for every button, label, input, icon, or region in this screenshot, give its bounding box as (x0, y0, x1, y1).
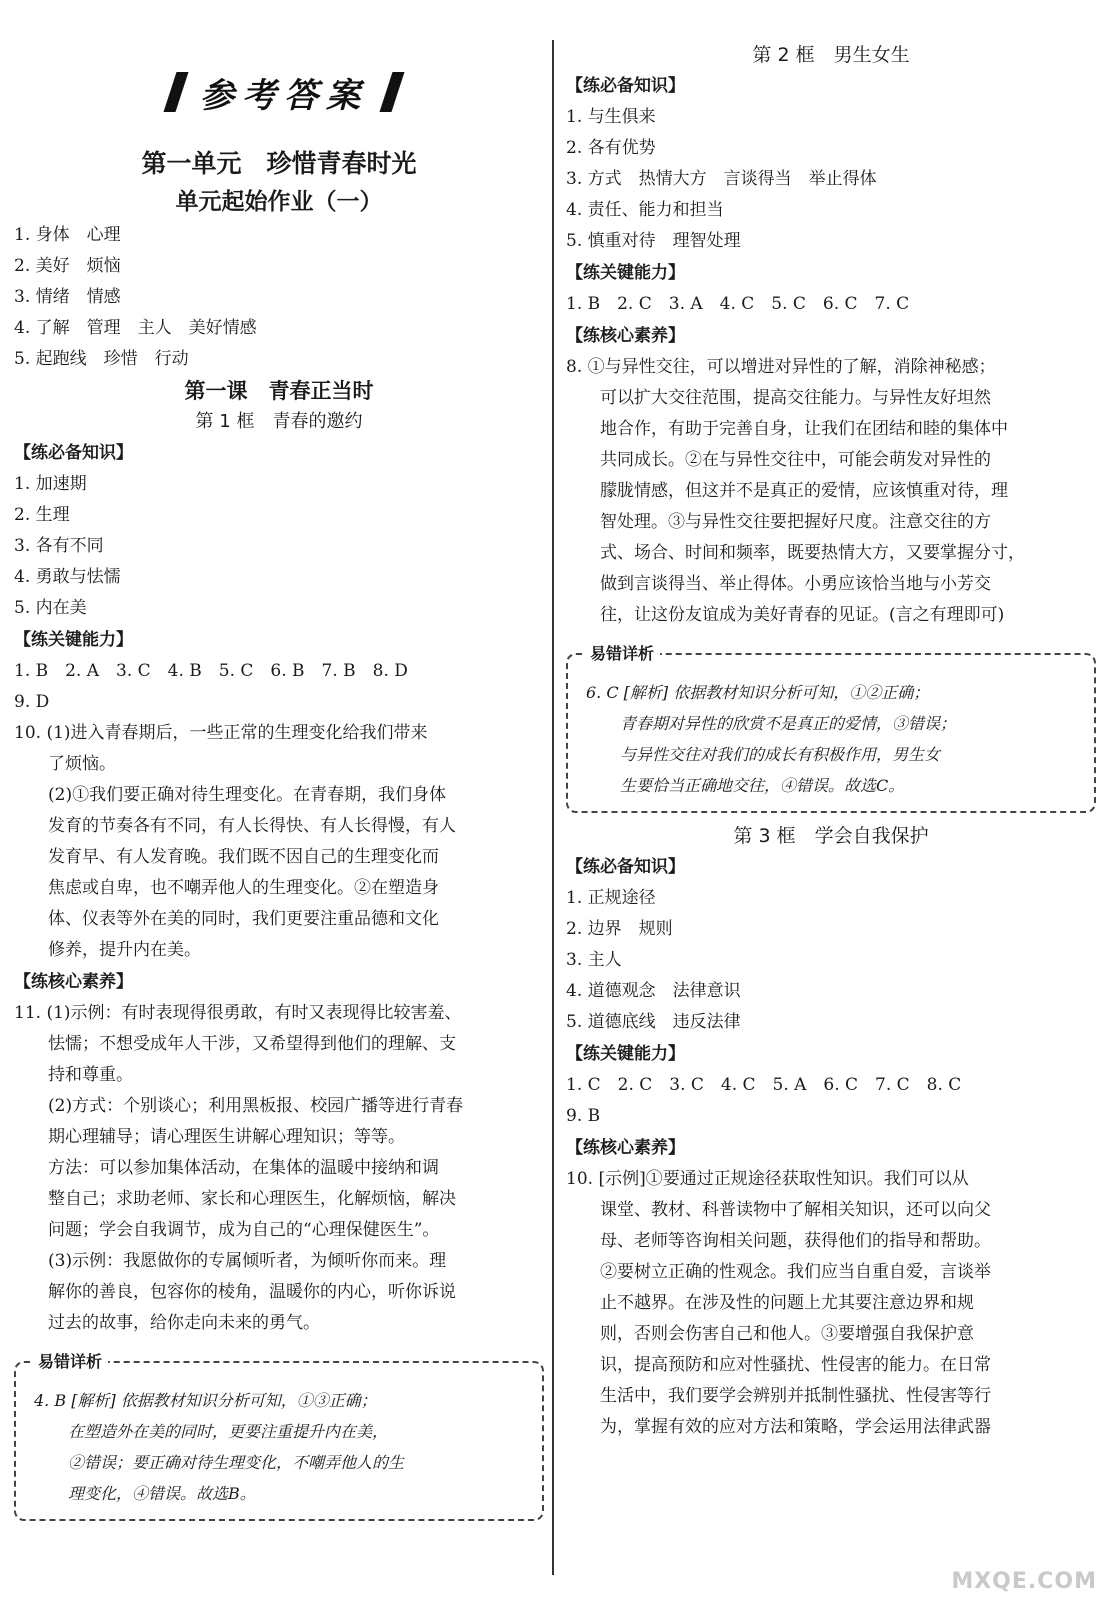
answer-line: 4. 道德观念 法律意识 (566, 981, 741, 1001)
answer-list (566, 1070, 1096, 1132)
answer-line: 1. 身体 心理 (14, 225, 121, 245)
answer-line: 1. 与生俱来 (566, 107, 656, 127)
section-heading: 【练核心素养】 (566, 1138, 685, 1158)
box-line: 理变化，④错误。故选B。 (68, 1484, 256, 1503)
answer-line: 生活中，我们要学会辨别并抵制性骚扰、性侵害等行 (600, 1386, 991, 1406)
answer-banner (164, 68, 404, 116)
error-analysis-box (566, 644, 1096, 813)
answer-line: 8. ①与异性交往，可以增进对异性的了解，消除神秘感； (566, 357, 996, 377)
answer-line: 3. 主人 (566, 950, 622, 970)
left-column (14, 0, 544, 1529)
answer-line: 期心理辅导；请心理医生讲解心理知识；等等。 (48, 1127, 405, 1147)
answer-line: 体、仪表等外在美的同时，我们更要注重品德和文化 (48, 909, 439, 929)
answer-line: 5. 慎重对待 理智处理 (566, 231, 741, 251)
answer-line: 则，否则会伤害自己和他人。③要增强自我保护意 (600, 1324, 974, 1344)
answer-line: 9. B (566, 1106, 601, 1126)
answer-line: 智处理。③与异性交往要把握好尺度。注意交往的方 (600, 512, 991, 532)
answer-line: 3. 情绪 情感 (14, 287, 121, 307)
section-heading: 【练核心素养】 (566, 326, 685, 346)
answer-list (14, 656, 544, 718)
answer-line: 3. 方式 热情大方 言谈得当 举止得体 (566, 169, 877, 189)
box-content (34, 1385, 528, 1509)
answer-line: 怯懦；不想受成年人干涉，又希望得到他们的理解、支 (48, 1034, 456, 1054)
answer-list (566, 289, 1096, 320)
answer-line: 2. 边界 规则 (566, 919, 673, 939)
banner-title: 参考答案 (200, 76, 368, 116)
answer-line: 9. D (14, 692, 50, 712)
answer-line: (2)①我们要正确对待生理变化。在青春期，我们身体 (48, 785, 447, 805)
answer-line: 10. (1)进入青春期后，一些正常的生理变化给我们带来 (14, 723, 428, 743)
unit-title: 第一单元 珍惜青春时光 (141, 149, 417, 178)
section-heading: 【练必备知识】 (14, 443, 133, 463)
answer-line: (3)示例：我愿做你的专属倾听者，为倾听你而来。理 (48, 1251, 447, 1271)
answer-paragraph (566, 1164, 1096, 1443)
answer-list (566, 883, 1096, 1038)
watermark: MXQE.COM (951, 1569, 1097, 1594)
answer-line: 式、场合、时间和频率，既要热情大方，又要掌握分寸， (600, 543, 1025, 563)
answer-line: 5. 起跑线 珍惜 行动 (14, 349, 189, 369)
answer-line: 5. 内在美 (14, 598, 87, 618)
answer-line: 持和尊重。 (48, 1065, 133, 1085)
answer-line: 为，掌握有效的应对方法和策略，学会运用法律武器 (600, 1417, 991, 1437)
section-heading: 【练必备知识】 (566, 76, 685, 96)
answer-line: 方法：可以参加集体活动，在集体的温暖中接纳和调 (48, 1158, 439, 1178)
answer-paragraph (566, 352, 1096, 631)
frame-title: 第 1 框 青春的邀约 (195, 411, 363, 432)
answer-line: 过去的故事，给你走向未来的勇气。 (48, 1313, 320, 1333)
slash-decoration (380, 72, 405, 112)
answer-line: 做到言谈得当、举止得体。小勇应该恰当地与小芳交 (600, 574, 991, 594)
section-heading: 【练关键能力】 (566, 1044, 685, 1064)
answer-line: 课堂、教材、科普读物中了解相关知识，还可以向父 (600, 1200, 991, 1220)
answer-line: 2. 生理 (14, 505, 70, 525)
answer-line: 整自己；求助老师、家长和心理医生，化解烦恼，解决 (48, 1189, 456, 1209)
answer-paragraph (14, 998, 544, 1339)
answer-line: 3. 各有不同 (14, 536, 104, 556)
answer-line: 往，让这份友谊成为美好青春的见证。(言之有理即可) (600, 605, 1005, 625)
box-tag: 易错详析 (584, 641, 660, 664)
unit-start-title: 单元起始作业（一） (175, 189, 383, 215)
box-line: ②错误；要正确对待生理变化，不嘲弄他人的生 (68, 1453, 405, 1472)
box-line: 与异性交往对我们的成长有积极作用，男生女 (620, 745, 941, 764)
error-analysis-box (14, 1352, 544, 1521)
lesson-title: 第一课 青春正当时 (184, 379, 374, 403)
answer-line: 10. [示例]①要通过正规途径获取性知识。我们可以从 (566, 1169, 969, 1189)
answer-line: 可以扩大交往范围，提高交往能力。与异性友好坦然 (600, 388, 991, 408)
answer-line: 5. 道德底线 违反法律 (566, 1012, 741, 1032)
slash-decoration (164, 72, 189, 112)
answer-line: 1. B 2. C 3. A 4. C 5. C 6. C 7. C (566, 294, 910, 314)
box-content (586, 677, 1080, 801)
answer-line: 2. 各有优势 (566, 138, 656, 158)
answer-line: ②要树立正确的性观念。我们应当自重自爱，言谈举 (600, 1262, 991, 1282)
answer-line: 1. 加速期 (14, 474, 87, 494)
answer-line: 1. C 2. C 3. C 4. C 5. A 6. C 7. C 8. C (566, 1075, 962, 1095)
answer-line: (2)方式：个别谈心；利用黑板报、校园广播等进行青春 (48, 1096, 464, 1116)
frame-title: 第 3 框 学会自我保护 (733, 825, 929, 847)
answer-line: 1. B 2. A 3. C 4. B 5. C 6. B 7. B 8. D (14, 661, 408, 681)
unit-start-list (14, 220, 544, 375)
answer-line: 朦胧情感，但这并不是真正的爱情，应该慎重对待，理 (600, 481, 1008, 501)
section-heading: 【练关键能力】 (566, 263, 685, 283)
answer-line: 1. 正规途径 (566, 888, 656, 908)
answer-list (566, 102, 1096, 257)
answer-line: 解你的善良，包容你的棱角，温暖你的内心，听你诉说 (48, 1282, 456, 1302)
box-line: 4. B [解析] 依据教材知识分析可知，①③正确； (34, 1391, 377, 1410)
answer-line: 地合作，有助于完善自身，让我们在团结和睦的集体中 (600, 419, 1008, 439)
answer-line: 焦虑或自卑，也不嘲弄他人的生理变化。②在塑造身 (48, 878, 439, 898)
answer-line: 11. (1)示例：有时表现得很勇敢，有时又表现得比较害羞、 (14, 1003, 462, 1023)
frame-title: 第 2 框 男生女生 (752, 44, 910, 66)
answer-paragraph (14, 718, 544, 966)
column-divider (552, 40, 554, 1575)
answer-line: 识，提高预防和应对性骚扰、性侵害的能力。在日常 (600, 1355, 991, 1375)
box-line: 生要恰当正确地交往，④错误。故选C。 (620, 776, 905, 795)
answer-line: 共同成长。②在与异性交往中，可能会萌发对异性的 (600, 450, 991, 470)
answer-line: 修养，提升内在美。 (48, 940, 201, 960)
answer-line: 发育的节奏各有不同，有人长得快、有人长得慢，有人 (48, 816, 456, 836)
box-line: 6. C [解析] 依据教材知识分析可知，①②正确； (586, 683, 930, 702)
section-heading: 【练必备知识】 (566, 857, 685, 877)
answer-line: 4. 了解 管理 主人 美好情感 (14, 318, 257, 338)
section-heading: 【练核心素养】 (14, 972, 133, 992)
answer-line: 发育早、有人发育晚。我们既不因自己的生理变化而 (48, 847, 439, 867)
answer-line: 4. 责任、能力和担当 (566, 200, 724, 220)
answer-line: 2. 美好 烦恼 (14, 256, 121, 276)
section-heading: 【练关键能力】 (14, 630, 133, 650)
answer-line: 了烦恼。 (48, 754, 116, 774)
right-column (566, 0, 1096, 1443)
answer-line: 4. 勇敢与怯懦 (14, 567, 121, 587)
answer-list (14, 469, 544, 624)
box-line: 在塑造外在美的同时，更要注重提升内在美， (68, 1422, 389, 1441)
answer-line: 止不越界。在涉及性的问题上尤其要注意边界和规 (600, 1293, 974, 1313)
answer-line: 母、老师等咨询相关问题，获得他们的指导和帮助。 (600, 1231, 991, 1251)
box-line: 青春期对异性的欣赏不是真正的爱情，③错误； (620, 714, 957, 733)
box-tag: 易错详析 (32, 1349, 108, 1372)
answer-line: 问题；学会自我调节，成为自己的“心理保健医生”。 (48, 1220, 440, 1240)
